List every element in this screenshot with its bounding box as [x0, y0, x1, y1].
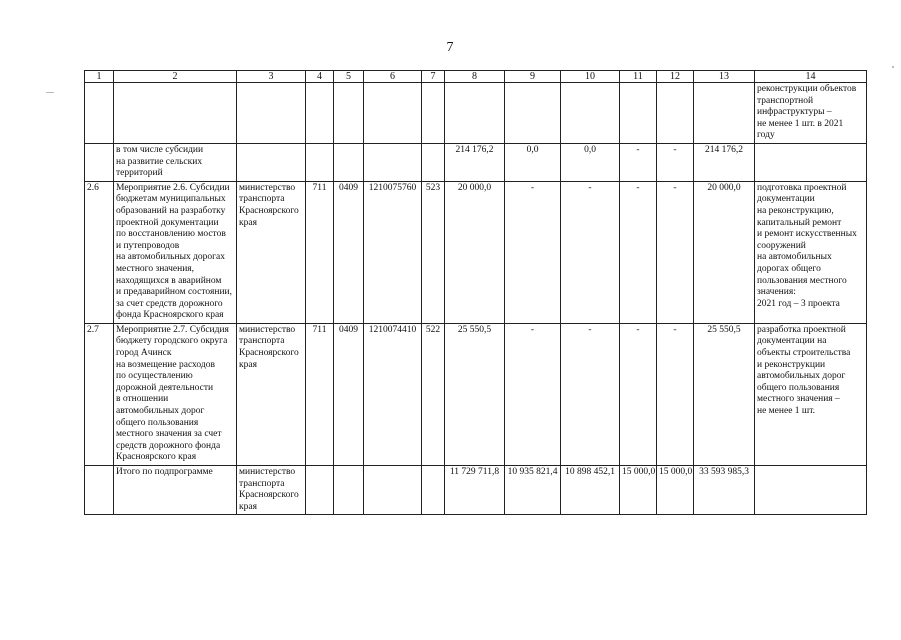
- cell-total: 33 593 985,3: [694, 466, 755, 515]
- cell-csr: 1210074410: [364, 323, 422, 465]
- header-row: [85, 71, 867, 83]
- col-header-4: 4: [306, 71, 334, 83]
- col-header-14: 14: [755, 71, 867, 83]
- cell-amount-2021: 20 000,0: [445, 181, 505, 323]
- col-header-3: 3: [237, 71, 306, 83]
- cell-total: 25 550,5: [694, 323, 755, 465]
- cell-agency: [237, 143, 306, 181]
- cell-col-12: 15 000,0: [657, 466, 694, 515]
- cell-result: [755, 466, 867, 515]
- cell-name: [114, 83, 237, 144]
- cell-amount-2023: 0,0: [561, 143, 620, 181]
- cell-num: [85, 143, 114, 181]
- cell-rzpr: 0409: [334, 181, 364, 323]
- cell-amount-2022: -: [505, 181, 561, 323]
- cell-col-11: [620, 83, 657, 144]
- cell-amount-2023: -: [561, 323, 620, 465]
- cell-amount-2021: [445, 83, 505, 144]
- cell-grbs: [306, 83, 334, 144]
- cell-total: [694, 83, 755, 144]
- table-row: [85, 181, 867, 323]
- cell-result: разработка проектной документации на объекты строительства и реконструкции автомобильных дорог общего пользования местного значения – не менее 1 шт.: [755, 323, 867, 465]
- cell-col-11: -: [620, 143, 657, 181]
- col-header-12: 12: [657, 71, 694, 83]
- cell-name: в том числе субсидии на развитие сельских территорий: [114, 143, 237, 181]
- col-header-8: 8: [445, 71, 505, 83]
- cell-num: [85, 83, 114, 144]
- col-header-13: 13: [694, 71, 755, 83]
- col-header-10: 10: [561, 71, 620, 83]
- cell-grbs: [306, 466, 334, 515]
- cell-amount-2022: [505, 83, 561, 144]
- cell-agency: министерство транспорта Красноярского края: [237, 466, 306, 515]
- cell-vr: [422, 466, 445, 515]
- cell-num: 2.7: [85, 323, 114, 465]
- cell-col-12: -: [657, 181, 694, 323]
- cell-csr: [364, 83, 422, 144]
- cell-result: подготовка проектной документации на реконструкцию, капитальный ремонт и ремонт искусственных сооружений на автомобильных дорогах общего пользования местного значения: 2021 год – 3 проекта: [755, 181, 867, 323]
- scan-dot: [892, 66, 894, 68]
- cell-grbs: [306, 143, 334, 181]
- cell-col-11: 15 000,0: [620, 466, 657, 515]
- cell-col-12: -: [657, 323, 694, 465]
- cell-agency: министерство транспорта Красноярского края: [237, 181, 306, 323]
- cell-vr: [422, 83, 445, 144]
- cell-col-12: [657, 83, 694, 144]
- cell-name: Мероприятие 2.6. Субсидии бюджетам муниципальных образований на разработку проектной документации по восстановлению мостов и путепроводов на автомобильных дорогах местного значения, находящихся в аварийном и предаварийном состоянии, за счет средств дорожного фонда Красноярского края: [114, 181, 237, 323]
- cell-rzpr: [334, 143, 364, 181]
- cell-rzpr: 0409: [334, 323, 364, 465]
- col-header-11: 11: [620, 71, 657, 83]
- table-row: [85, 143, 867, 181]
- cell-grbs: 711: [306, 181, 334, 323]
- cell-vr: 522: [422, 323, 445, 465]
- cell-amount-2022: 0,0: [505, 143, 561, 181]
- col-header-6: 6: [364, 71, 422, 83]
- cell-amount-2023: 10 898 452,1: [561, 466, 620, 515]
- cell-col-11: -: [620, 181, 657, 323]
- cell-total: 214 176,2: [694, 143, 755, 181]
- cell-col-12: -: [657, 143, 694, 181]
- col-header-1: 1: [85, 71, 114, 83]
- cell-vr: 523: [422, 181, 445, 323]
- table-row: [85, 323, 867, 465]
- cell-csr: 1210075760: [364, 181, 422, 323]
- cell-csr: [364, 143, 422, 181]
- cell-amount-2022: 10 935 821,4: [505, 466, 561, 515]
- cell-total: 20 000,0: [694, 181, 755, 323]
- cell-rzpr: [334, 83, 364, 144]
- col-header-5: 5: [334, 71, 364, 83]
- cell-amount-2023: -: [561, 181, 620, 323]
- scan-mark: [46, 92, 54, 93]
- cell-amount-2021: 214 176,2: [445, 143, 505, 181]
- cell-num: 2.6: [85, 181, 114, 323]
- page-number: 7: [446, 40, 454, 55]
- cell-amount-2021: 25 550,5: [445, 323, 505, 465]
- cell-csr: [364, 466, 422, 515]
- cell-col-11: -: [620, 323, 657, 465]
- cell-num: [85, 466, 114, 515]
- cell-amount-2022: -: [505, 323, 561, 465]
- cell-agency: [237, 83, 306, 144]
- table-row: [85, 83, 867, 144]
- cell-result: [755, 143, 867, 181]
- cell-name: Мероприятие 2.7. Субсидия бюджету городского округа город Ачинск на возмещение расходов по осуществлению дорожной деятельности в отношении автомобильных дорог общего пользования местного значения за счет средств дорожного фонда Красноярского края: [114, 323, 237, 465]
- cell-result: реконструкции объектов транспортной инфраструктуры – не менее 1 шт. в 2021 году: [755, 83, 867, 144]
- col-header-2: 2: [114, 71, 237, 83]
- cell-agency: министерство транспорта Красноярского края: [237, 323, 306, 465]
- budget-table: [84, 70, 867, 515]
- col-header-9: 9: [505, 71, 561, 83]
- cell-amount-2023: [561, 83, 620, 144]
- cell-name: Итого по подпрограмме: [114, 466, 237, 515]
- cell-amount-2021: 11 729 711,8: [445, 466, 505, 515]
- col-header-7: 7: [422, 71, 445, 83]
- cell-grbs: 711: [306, 323, 334, 465]
- cell-vr: [422, 143, 445, 181]
- table-row: [85, 466, 867, 515]
- cell-rzpr: [334, 466, 364, 515]
